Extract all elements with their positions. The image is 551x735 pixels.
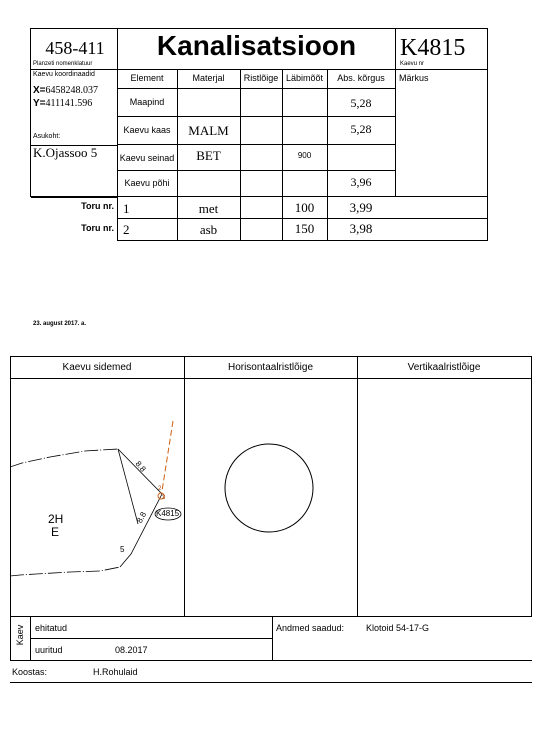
data-source-label: Andmed saadud: — [276, 623, 345, 633]
label-e: E — [51, 525, 60, 539]
pipe-label: Toru nr. — [81, 223, 114, 233]
author-value: H.Rohulaid — [93, 667, 138, 677]
col-header-diameter: Läbimõõt — [285, 73, 324, 83]
built-label: ehitatud — [35, 623, 68, 633]
pipe-number: 2 — [123, 222, 130, 237]
y-label: Y= — [33, 98, 46, 109]
x-value: 6458248.037 — [45, 85, 99, 96]
row-height: 5,28 — [350, 122, 372, 136]
panel-title-vertical: Vertikaalristlõige — [407, 362, 481, 373]
label-distance-bottom: 8.8 — [134, 510, 149, 525]
location-value: K.Ojassoo 5 — [33, 145, 98, 160]
footer-side-label: Kaev — [15, 624, 25, 646]
row-element: Kaevu põhi — [124, 178, 170, 188]
row-material: BET — [196, 148, 221, 163]
site-sketch — [10, 379, 184, 616]
pipe-diameter: 150 — [294, 221, 315, 236]
author-label: Koostas: — [12, 667, 48, 677]
date-note: 23. august 2017. a. — [33, 321, 87, 327]
label-distance-top: 8.8 — [133, 459, 148, 474]
row-element: Maapind — [129, 97, 165, 107]
row-element: Kaevu seinad — [119, 153, 175, 163]
well-tag: K4815 — [156, 509, 180, 518]
label-five: 5 — [120, 545, 125, 554]
panel-title-horizontal: Horisontaalristlõige — [227, 362, 314, 373]
row-material: MALM — [188, 123, 229, 138]
col-header-element: Element — [130, 73, 164, 83]
coords-caption: Kaevu koordinaadid — [33, 71, 95, 78]
row-height: 3,96 — [350, 175, 372, 189]
well-id-caption: Kaevu nr — [400, 61, 425, 67]
data-source-value: Klotoid 54-17-G — [366, 623, 430, 633]
pipe-height: 3,98 — [349, 221, 373, 236]
sheet-caption: Planzeti nomenklatuur — [33, 61, 93, 67]
row-height: 5,28 — [350, 96, 372, 110]
pipe-diameter: 100 — [294, 200, 315, 215]
page-title: Kanalisatsioon — [156, 30, 357, 61]
col-header-material: Materjal — [192, 73, 225, 83]
pipe-height: 3,99 — [349, 200, 373, 215]
row-element: Kaevu kaas — [123, 125, 171, 135]
horizontal-section-circle — [184, 379, 357, 616]
surveyed-label: uuritud — [35, 645, 63, 655]
pipe-number: 1 — [123, 201, 130, 216]
y-value: 411141.596 — [45, 98, 93, 109]
panel-title-ties: Kaevu sidemed — [62, 362, 132, 373]
well-id: K4815 — [400, 35, 466, 61]
pipe-label: Toru nr. — [81, 201, 114, 211]
col-header-height: Abs. kõrgus — [337, 73, 385, 83]
label-small-2: 2 — [158, 486, 162, 492]
location-caption: Asukoht: — [33, 133, 61, 140]
surveyed-value: 08.2017 — [115, 645, 148, 655]
pipe-material: met — [198, 201, 219, 216]
col-header-notes: Märkus — [399, 73, 429, 83]
sheet-number: 458-411 — [45, 38, 105, 58]
row-diameter: 900 — [297, 151, 312, 160]
label-2h: 2H — [48, 512, 64, 526]
label-small-3: 3 — [162, 495, 166, 501]
y-coordinate — [33, 98, 92, 109]
pipe-material: asb — [199, 222, 218, 237]
x-label: X= — [33, 85, 46, 96]
x-coordinate — [33, 85, 98, 96]
col-header-cross: Ristlõige — [243, 73, 279, 83]
